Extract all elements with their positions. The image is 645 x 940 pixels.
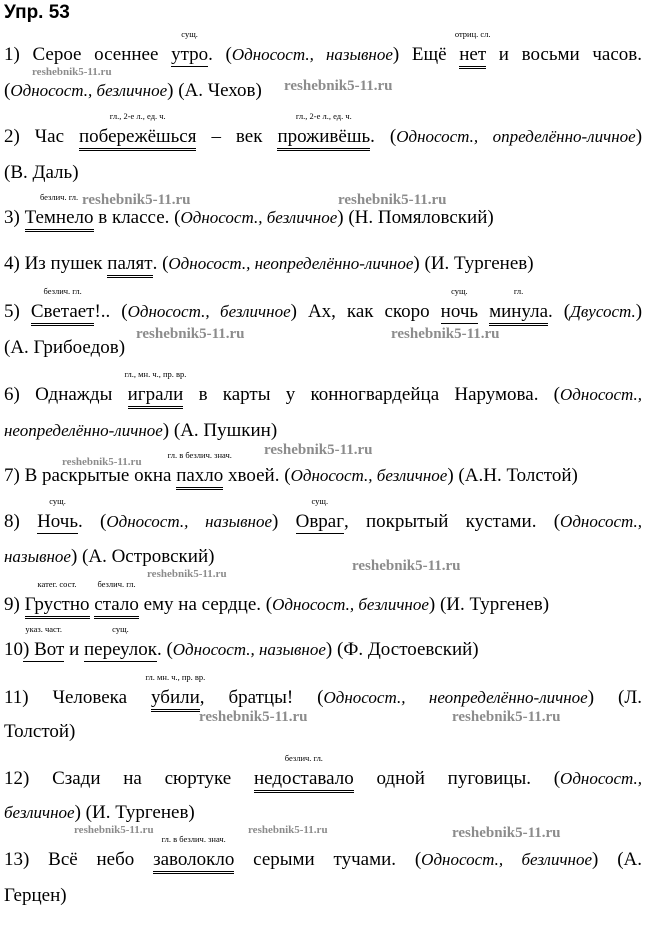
sentence-13-line-2: Герцен) [4, 885, 67, 906]
watermark: reshebnik5-11.ru [62, 456, 142, 468]
sentence-type: Односост., безличное [180, 208, 338, 227]
watermark: reshebnik5-11.ru [264, 442, 373, 458]
sentence-type: Односост., безличное [421, 850, 593, 869]
particle-word: указ. част. ) Вот [23, 624, 65, 660]
word-annotation: указ. част. [25, 624, 62, 634]
sentence-1-line-1: 1) Серое осеннее сущ. утро. (Односост., назывное) Ещё отриц. сл. нет и восьми часов. [4, 44, 642, 69]
predicate-word: безлич. гл. Светает [31, 301, 95, 326]
predicate-word: гл., 2-е л., ед. ч. проживёшь [277, 126, 370, 151]
watermark: reshebnik5-11.ru [74, 824, 154, 836]
sentence-8-line-1: 8) сущ. Ночь. (Односост., назывное) сущ. Овраг, покрытый кустами. (Односост., [4, 496, 643, 532]
sentence-8-line-2: назывное) (А. Островский) [4, 546, 215, 567]
predicate-word: безлич. гл. недоставало [254, 768, 354, 793]
predicate-word: безлич. гл. стало [94, 594, 139, 619]
sentence-type: Односост., неопределённо-личное [168, 254, 414, 273]
predicate-word: гл. мн. ч., пр. вр. убили [151, 687, 200, 712]
watermark: reshebnik5-11.ru [352, 558, 461, 574]
subject-word: сущ. переулок [83, 624, 157, 660]
predicate-word: гл., 2-е л., ед. ч. побережёшься [79, 126, 196, 151]
watermark: reshebnik5-11.ru [284, 78, 393, 94]
sentence-type: Односост., определённо-личное [396, 127, 636, 146]
watermark: reshebnik5-11.ru [199, 709, 308, 725]
sentence-11-line-1: 11) Человека гл. мн. ч., пр. вр. убили, братцы! (Односост., неопределённо-личное) (Л. [4, 687, 642, 712]
subject-word: сущ. ночь [440, 286, 479, 322]
sentence-6-line-1: 6) Однажды гл., мн. ч., пр. вр. играли в карты у конногвардейца Нарумова. (Односост., [4, 384, 642, 409]
sentence-7: 7) В раскрытые окна гл. в безлич. знач. пахло хвоей. (Односост., безличное) (А.Н. Толстой) [4, 465, 642, 490]
word-annotation: катег. сост. [37, 579, 77, 589]
sentence-type: назывное [4, 547, 71, 566]
sentence-13-line-1: 13) Всё небо гл. в безлич. знач. заволокло серыми тучами. (Односост., безличное) (А. [4, 849, 642, 874]
sentence-12-line-2: безличное) (И. Тургенев) [4, 802, 195, 823]
sentence-4: 4) Из пушек палят. (Односост., неопределённо-личное) (И. Тургенев) [4, 253, 642, 278]
watermark: reshebnik5-11.ru [147, 568, 227, 580]
sentence-type: Односост., назывное [231, 45, 393, 64]
sentence-6-line-2: неопределённо-личное) (А. Пушкин) [4, 420, 278, 441]
word-annotation: безлич. гл. [39, 192, 79, 202]
sentence-type: Односост., [560, 512, 643, 531]
sentence-type: Односост., назывное [172, 640, 326, 659]
predicate-word: гл. в безлич. знач. пахло [176, 465, 223, 490]
word-annotation: безлич. гл. [97, 579, 136, 589]
predicate-word: гл. в безлич. знач. заволокло [153, 849, 234, 874]
watermark: reshebnik5-11.ru [82, 192, 191, 208]
predicate-word: палят [107, 253, 152, 278]
word-annotation: безлич. гл. [43, 286, 82, 296]
sentence-9: 9) катег. сост. Грустно безлич. гл. стало ему на сердце. (Односост., безличное) (И. Тургенев) [4, 594, 642, 619]
sentence-type: Односост., безличное [290, 466, 448, 485]
word-annotation: гл. [513, 286, 524, 296]
word-annotation: гл., 2-е л., ед. ч. [109, 111, 166, 121]
watermark: reshebnik5-11.ru [452, 825, 561, 841]
word-annotation: сущ. [451, 286, 468, 296]
word-annotation: безлич. гл. [284, 753, 323, 763]
watermark: reshebnik5-11.ru [391, 326, 500, 342]
word-annotation: сущ. [311, 496, 329, 506]
sentence-type: неопределённо-личное [4, 421, 163, 440]
sentence-type: Односост., [560, 769, 643, 788]
sentence-type: Односост., безличное [10, 81, 168, 100]
word-annotation: сущ. [49, 496, 66, 506]
sentence-3: 3) безлич. гл. Темнело в классе. (Односост., безличное) (Н. Помяловский) [4, 207, 642, 232]
watermark: reshebnik5-11.ru [338, 192, 447, 208]
sentence-5-line-2: (А. Грибоедов) [4, 337, 126, 358]
watermark: reshebnik5-11.ru [32, 66, 112, 78]
predicate-word: безлич. гл. Темнело [25, 207, 94, 232]
predicate-word: катег. сост. Грустно [25, 594, 90, 619]
sentence-type: безличное [4, 803, 75, 822]
sentence-1-line-2: (Односост., безличное) (А. Чехов) [4, 80, 262, 101]
sentence-2-line-2: (В. Даль) [4, 162, 79, 183]
watermark: reshebnik5-11.ru [136, 326, 245, 342]
predicate-word: гл., мн. ч., пр. вр. играли [128, 384, 184, 409]
subject-word: сущ. Ночь [37, 496, 79, 532]
sentence-2-line-1: 2) Час гл., 2-е л., ед. ч. побережёшься – век гл., 2-е л., ед. ч. проживёшь. (Односост., определённо-личное) [4, 126, 642, 151]
word-annotation: гл., мн. ч., пр. вр. [124, 369, 187, 379]
sentence-type: Односост., назывное [106, 512, 273, 531]
text: 1) Серое осеннее [4, 44, 172, 65]
word-annotation: гл. в безлич. знач. [161, 834, 226, 844]
word-annotation: сущ. [181, 29, 198, 39]
predicate-word: гл. минула [489, 301, 548, 326]
subject-word: сущ. Овраг [295, 496, 345, 532]
word-annotation: гл. в безлич. знач. [167, 450, 232, 460]
watermark: reshebnik5-11.ru [452, 709, 561, 725]
sentence-type: Односост., безличное [127, 302, 291, 321]
watermark: reshebnik5-11.ru [248, 824, 328, 836]
subject-word: сущ. утро [171, 29, 209, 65]
sentence-type: Односост., неопределённо-личное [323, 688, 588, 707]
sentence-type: Односост., [560, 385, 642, 404]
sentence-10: 10 указ. част. ) Вот и сущ. переулок. (Односост., назывное) (Ф. Достоевский) [4, 624, 479, 660]
exercise-title: Упр. 53 [4, 2, 70, 23]
word-annotation: гл. мн. ч., пр. вр. [145, 672, 206, 682]
sentence-type: Односост., безличное [272, 595, 429, 614]
word-annotation: гл., 2-е л., ед. ч. [295, 111, 352, 121]
sentence-11-line-2: Толстой) [4, 721, 76, 742]
sentence-5-line-1: 5) безлич. гл. Светает!.. (Односост., безличное) Ах, как скоро сущ. ночь гл. минула. (Двусост.) [4, 301, 642, 326]
word-annotation: отриц. сл. [454, 29, 491, 39]
sentence-type: Двусост. [570, 302, 636, 321]
predicate-word: отриц. сл. нет [459, 44, 486, 69]
sentence-12-line-1: 12) Сзади на сюртуке безлич. гл. недоставало одной пуговицы. (Односост., [4, 768, 642, 793]
word-annotation: сущ. [112, 624, 129, 634]
